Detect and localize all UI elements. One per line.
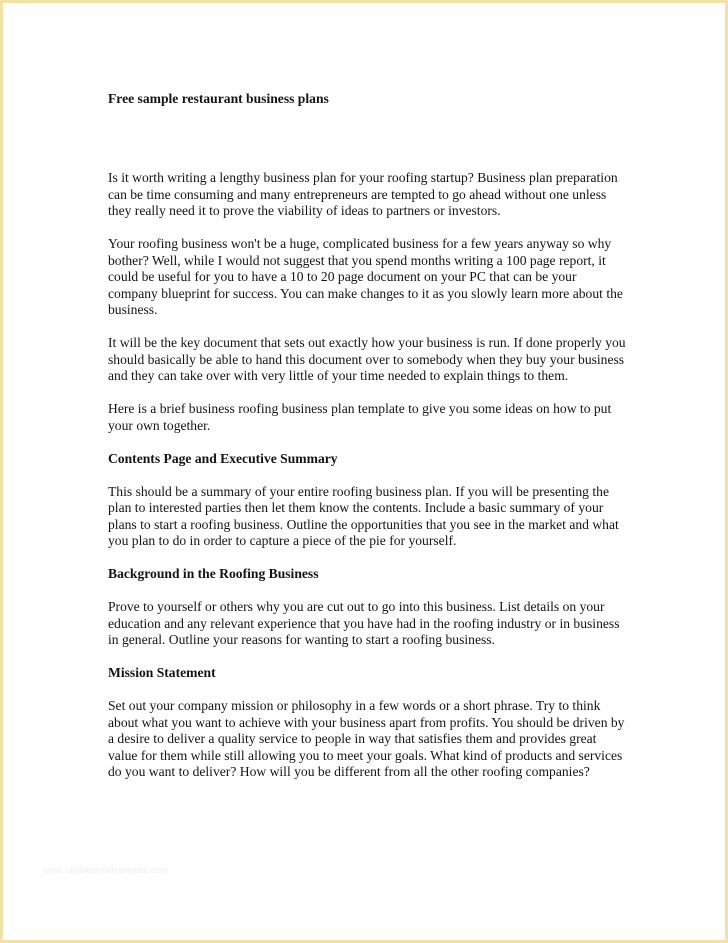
intro-paragraph-2: Your roofing business won't be a huge, complicated business for a few years anyway so why bother? Well, while I would not suggest that you spend months writing a 100 page report, it could be useful for you to have a 10 to 20 page document on your PC that can be your company blueprint for success. You can make changes to it as you slowly learn more about the business. — [108, 236, 623, 317]
document-title: Free sample restaurant business plans — [108, 91, 329, 106]
section-body-background: Prove to yourself or others why you are cut out to go into this business. List details on your education and any relevant experience that you have had in the roofing industry or in business in general. Outline your reasons for wanting to start a roofing business. — [108, 599, 620, 647]
section-heading-mission: Mission Statement — [108, 665, 216, 680]
section-heading-contents: Contents Page and Executive Summary — [108, 450, 338, 466]
document-body — [108, 170, 628, 797]
intro-paragraph-1: Is it worth writing a lengthy business plan for your roofing startup? Business plan preparation can be time consuming and many entrepreneurs are tempted to go ahead without one unless they really need it to prove the viability of ideas to partners or investors. — [108, 170, 618, 218]
section-body-mission: Set out your company mission or philosophy in a few words or a short phrase. Try to think about what you want to achieve with your business apart from profits. You should be driven by a desire to deliver a quality service to people in way that satisfies them and provides great value for them while still allowing you to meet your goals. What kind of products and services do you want to deliver? How will you be different from all the other roofing companies? — [108, 698, 625, 779]
section-heading-background: Background in the Roofing Business — [108, 566, 319, 581]
watermark-text: www.ruparkjentlemenplate.com — [43, 865, 169, 875]
section-body-contents: This should be a summary of your entire roofing business plan. If you will be presenting the plan to interested parties then let them know the contents. Include a basic summary of your plans to start a roofing business. Outline the opportunities that you see in the market and what you plan to do in order to capture a piece of the pie for yourself. — [108, 483, 619, 548]
intro-paragraph-3: It will be the key document that sets out exactly how your business is run. If done properly you should basically be able to hand this document over to somebody when they buy your business and they can take over with very little of your time needed to explain things to them. — [108, 335, 626, 383]
intro-paragraph-4: Here is a brief business roofing business plan template to give you some ideas on how to put your own together. — [108, 401, 612, 433]
